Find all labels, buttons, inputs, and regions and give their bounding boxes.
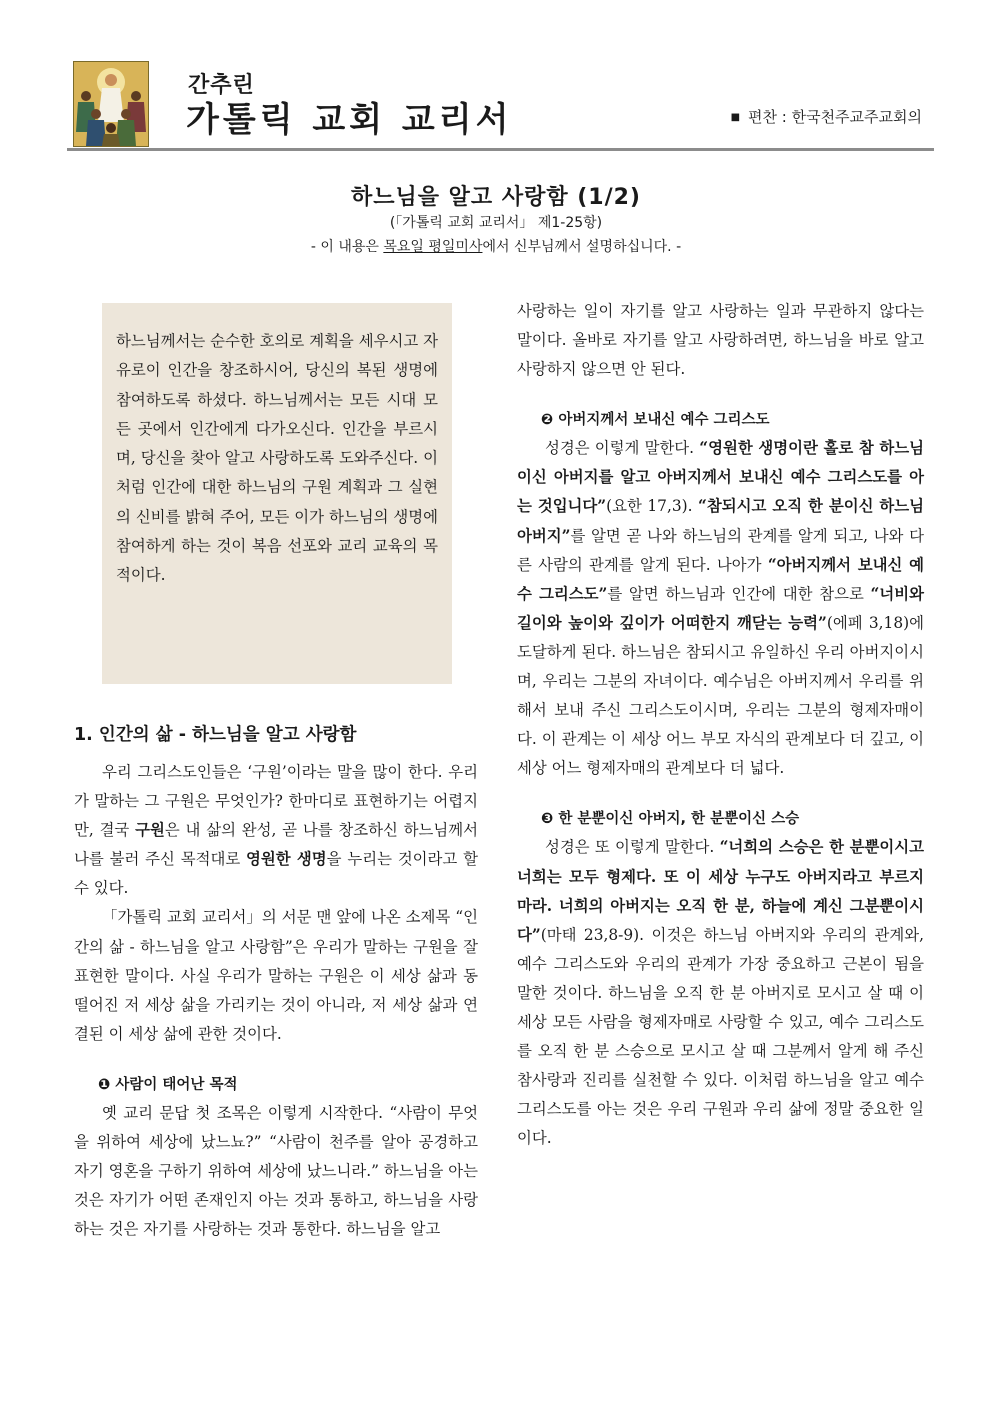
text-span: 를 알면 곧 나와 하느님의 관계를 알게 되고, 나와 다른 사람의 관계를 알게 된다. 나아가 [517,526,924,574]
text-span: (에페 3,18)에 도달하게 된다. 하느님은 참되시고 유일하신 우리 아버지이시며, 우리는 그분의 자녀이다. 예수님은 아버지께서 우리를 위해서 보내 주신 그리스도이시며, 우리는 그분의 형제자매이다. 이 관계는 이 세상 어느 부모 자식의 관계보다 더 깊고, 이 세상 어느 형제자매의 관계보다 더 넓다. [517,613,924,778]
lesson-note [0,236,992,256]
bold-span: “참되시고 오직 한 분이신 하느님 아버지” [517,497,924,545]
text-span: (마태 23,8-9). 이것은 하느님 아버지와 우리의 관계와, 예수 그리스도와 우리의 관계가 가장 중요하고 근본이 됨을 말한 것이다. 하느님을 오직 한 분 아버지로 모시고 살 때 이 세상 모든 사람을 형제자매로 사랑할 수 있고, 예수 그리스도를 오직 한 분 스승으로 모시고 살 때 그분께서 알게 해 주신 참사랑과 진리를 실천할 수 있다. 이처럼 하느님을 알고 예수 그리스도를 아는 것은 우리 구원과 우리 삶에 정말 중요한 일이다. [517,925,924,1148]
bold-span: 영원한 생명 [246,850,327,869]
bold-span: 구원 [135,821,165,840]
section-heading: 1. 인간의 삶 - 하느님을 알고 사랑함 [74,725,357,745]
subheading-purpose: ❶ 사람이 태어난 목적 [98,1076,238,1093]
left-column [74,720,478,1244]
text-span: 은 내 삶의 완성, 곧 나를 창조하신 하느님께서 나를 불러 주신 목적대로 [74,821,478,869]
lesson-title: 하느님을 알고 사랑함 (1/2) [350,185,641,210]
header-subtitle: 간추린 [188,73,255,98]
text-span: 를 알면 하느님과 인간에 대한 참으로 [607,584,871,603]
summary-text: 하느님께서는 순수한 호의로 계획을 세우시고 자유로이 인간을 창조하시어, 당신의 복된 생명에 참여하도록 하셨다. 하느님께서는 모든 시대 모든 곳에서 인간에게 다가오신다. 인간을 부르시며, 당신을 찾아 알고 사랑하도록 도와주신다. 이처럼 인간에 대한 하느님의 구원 계획과 그 실현의 신비를 밝혀 주어, 모든 이가 하느님의 생명에 참여하게 하는 것이 복음 선포와 교리 교육의 목적이다. [116,332,438,585]
paragraph-one-father [517,833,924,1153]
header-divider [67,148,934,151]
summary-box [102,303,452,684]
subheading-one-father: ❸ 한 분뿐이신 아버지, 한 분뿐이신 스승 [541,811,800,828]
note-suffix: 에서 신부님께서 설명하십니다. - [482,239,682,255]
catechism-logo [73,61,149,147]
bold-span: “영원한 생명이란 홀로 참 하느님이신 아버지를 알고 아버지께서 보내신 예수 그리스도를 아는 것입니다” [517,439,924,516]
paragraph-preface: 「가톨릭 교회 교리서」의 서문 맨 앞에 나온 소제목 “인간의 삶 - 하느님을 알고 사랑함”은 우리가 말하는 구원을 잘 표현한 말이다. 사실 우리가 말하는 구원은 이 세상 삶과 동떨어진 저 세상 삶을 가리키는 것이 아니라, 저 세상 삶과 연결된 이 세상 삶에 관한 것이다. [74,908,478,1043]
publisher-text: 편찬 : 한국천주교주교회의 [748,108,922,126]
publisher-credit [731,106,922,127]
text-span: 우리 그리스도인들은 ‘구원’이라는 말을 많이 한다. 우리가 말하는 그 구원은 무엇인가? 한마디로 표현하기는 어렵지만, 결국 [74,763,478,840]
text-span: 을 누리는 것이라고 할 수 있다. [74,850,478,898]
text-span: (요한 17,3). [606,497,699,516]
note-underlined: 목요일 평일미사 [383,239,483,255]
right-column [517,297,924,1153]
square-bullet-icon: ■ [730,112,741,123]
paragraph-purpose-continued: 사랑하는 일이 자기를 알고 사랑하는 일과 무관하지 않다는 말이다. 올바로 자기를 알고 사랑하려면, 하느님을 바로 알고 사랑하지 않으면 안 된다. [517,302,924,379]
text-span: 성경은 이렇게 말한다. [545,439,700,458]
bold-span: “너희의 스승은 한 분뿐이시고 너희는 모두 형제다. 또 이 세상 누구도 아버지라고 부르지 마라. 너희의 아버지는 오직 한 분, 하늘에 계신 그분뿐이시다” [517,838,924,944]
paragraph-purpose: 옛 교리 문답 첫 조목은 이렇게 시작한다. “사람이 무엇을 위하여 세상에 났느뇨?” “사람이 천주를 알아 공경하고 자기 영혼을 구하기 위하여 세상에 났느니라.” 하느님을 아는 것은 자기가 어떤 존재인지 아는 것과 통하고, 하느님을 사랑하는 것은 자기를 사랑하는 것과 통한다. 하느님을 알고 [74,1103,478,1239]
paragraph-salvation [74,758,478,903]
subheading-jesus-christ: ❷ 아버지께서 보내신 예수 그리스도 [541,412,770,429]
header-title: 가톨릭 교회 교리서 [186,100,513,140]
bold-span: “아버지께서 보내신 예수 그리스도” [517,555,924,603]
note-prefix: - 이 내용은 [310,239,384,255]
lesson-reference: (「가톨릭 교회 교리서」 제1-25항) [389,215,603,231]
paragraph-jesus-christ [517,434,924,783]
text-span: 성경은 또 이렇게 말한다. [545,838,720,857]
bold-span: “너비와 길이와 높이와 깊이가 어떠한지 깨닫는 능력” [517,584,924,632]
